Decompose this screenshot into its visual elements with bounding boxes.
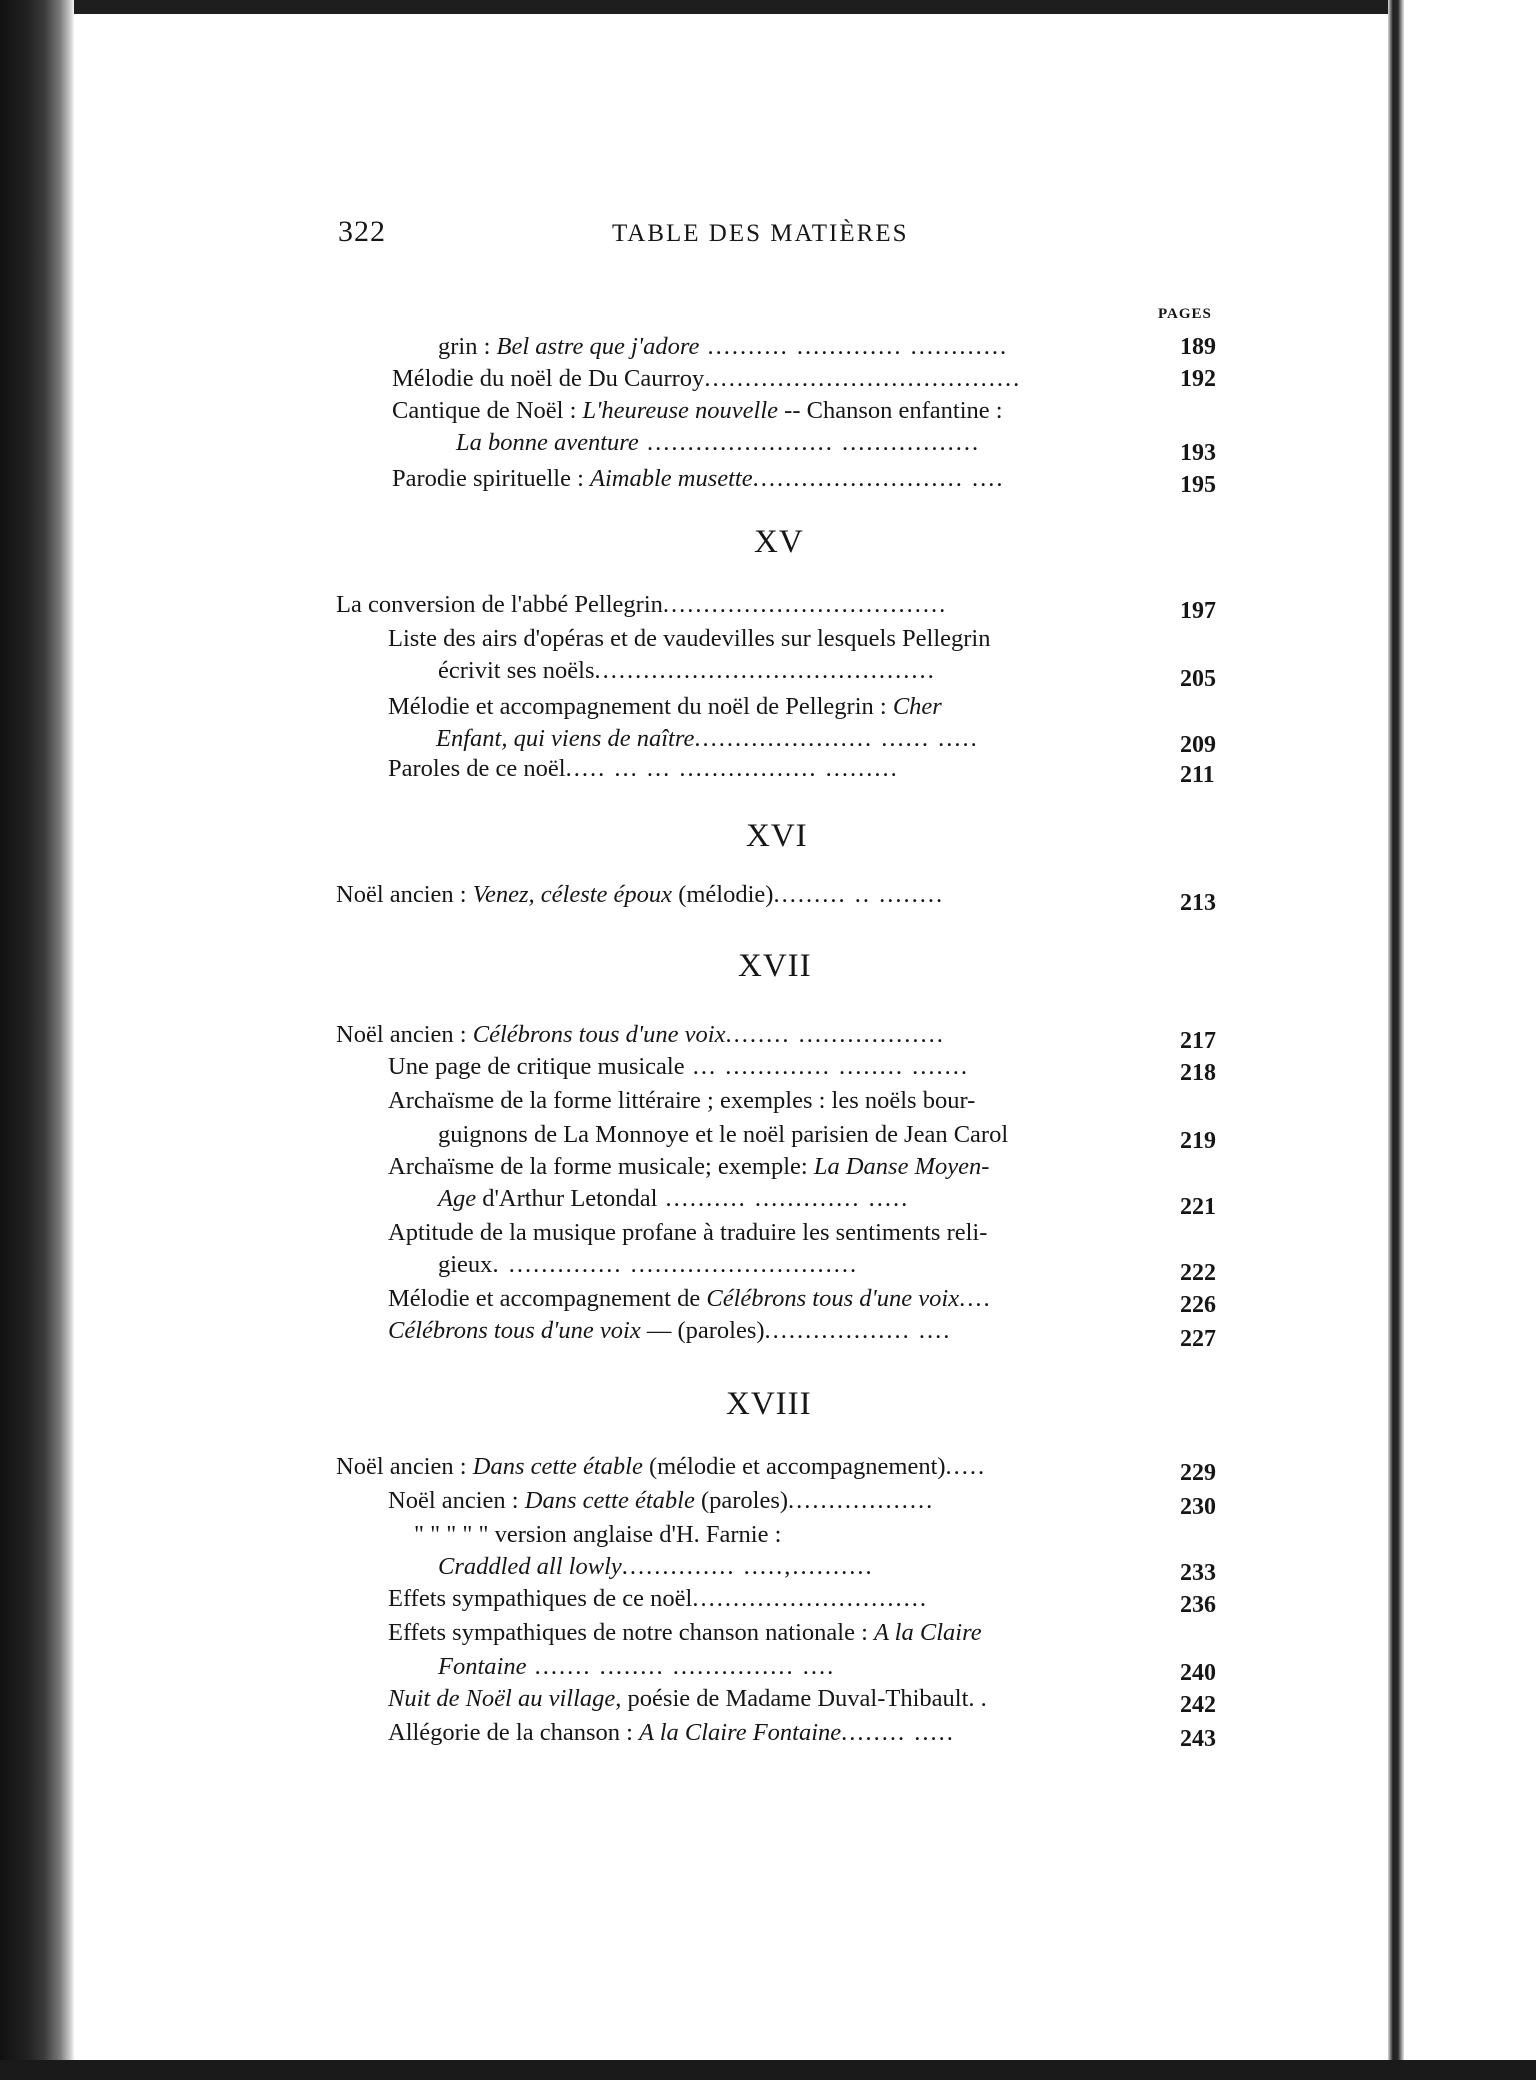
book-spine-shadow — [0, 0, 74, 2080]
toc-entry: La bonne aventure ....................... ................. — [456, 429, 981, 456]
toc-entry: guignons de La Monnoye et le noël parisien de Jean Carol — [438, 1121, 1009, 1148]
next-page-margin — [1404, 0, 1536, 2080]
toc-entry: Aptitude de la musique profane à traduire les sentiments reli- — [388, 1219, 988, 1246]
pages-column-label: PAGES — [1158, 306, 1212, 322]
toc-entry: Archaïsme de la forme littéraire ; exemples : les noëls bour- — [388, 1087, 976, 1114]
toc-page-ref: 233 — [1180, 1560, 1216, 1586]
toc-entry: Célébrons tous d'une voix — (paroles).................. .... — [388, 1317, 952, 1344]
page-right-edge — [1388, 0, 1404, 2080]
toc-entry: Noël ancien : Dans cette étable (paroles).................. — [388, 1487, 935, 1514]
toc-page-ref: 229 — [1180, 1460, 1216, 1486]
section-heading: XV — [754, 524, 804, 560]
page-number: 322 — [338, 215, 386, 248]
toc-page-ref: 189 — [1180, 334, 1216, 360]
toc-page-ref: 193 — [1180, 440, 1216, 466]
toc-entry: Enfant, qui viens de naître...................... ...... ..... — [436, 725, 979, 752]
toc-entry: Paroles de ce noël..... ... ... ................. ......... — [388, 755, 899, 782]
toc-page-ref: 221 — [1180, 1194, 1216, 1220]
toc-entry: Mélodie et accompagnement de Célébrons tous d'une voix.... — [388, 1285, 992, 1312]
toc-entry: Craddled all lowly.............. .....,.......... — [438, 1553, 874, 1580]
toc-page-ref: 197 — [1180, 598, 1216, 624]
toc-page-ref: 192 — [1180, 366, 1216, 392]
toc-entry: Parodie spirituelle : Aimable musette.......................... .... — [392, 465, 1005, 492]
toc-entry: Noël ancien : Dans cette étable (mélodie et accompagnement)..... — [336, 1453, 987, 1480]
toc-page-ref: 226 — [1180, 1292, 1216, 1318]
toc-page-ref: 213 — [1180, 890, 1216, 916]
toc-page-ref: 242 — [1180, 1692, 1216, 1718]
toc-entry: Nuit de Noël au village, poésie de Madame Duval-Thibault. . — [388, 1685, 987, 1712]
toc-entry: La conversion de l'abbé Pellegrin................................... — [336, 591, 948, 618]
toc-page-ref: 195 — [1180, 472, 1216, 498]
toc-page-ref: 227 — [1180, 1326, 1216, 1352]
toc-entry: " " " " " version anglaise d'H. Farnie : — [414, 1521, 782, 1548]
toc-entry: Noël ancien : Venez, céleste époux (mélodie)......... .. ........ — [336, 881, 945, 908]
toc-page-ref: 230 — [1180, 1494, 1216, 1520]
toc-entry: Liste des airs d'opéras et de vaudevilles sur lesquels Pellegrin — [388, 625, 991, 652]
toc-entry: écrivit ses noëls.......................................... — [438, 657, 936, 684]
toc-entry: gieux. .............. ............................ — [438, 1251, 859, 1278]
toc-page-ref: 222 — [1180, 1260, 1216, 1286]
toc-entry: Mélodie et accompagnement du noël de Pellegrin : Cher — [388, 693, 942, 720]
toc-page-ref: 240 — [1180, 1660, 1216, 1686]
toc-entry: Effets sympathiques de ce noël............................. — [388, 1585, 928, 1612]
section-heading: XVI — [746, 818, 808, 854]
toc-page-ref: 219 — [1180, 1128, 1216, 1154]
toc-page-ref: 209 — [1180, 732, 1216, 758]
toc-page-ref: 218 — [1180, 1060, 1216, 1086]
toc-entry: grin : Bel astre que j'adore .......... ............. ............ — [438, 333, 1009, 360]
toc-page-ref: 205 — [1180, 666, 1216, 692]
section-heading: XVII — [738, 948, 812, 984]
page-bottom-edge — [0, 2060, 1536, 2080]
toc-entry: Cantique de Noël : L'heureuse nouvelle -- Chanson enfantine : — [392, 397, 1003, 424]
toc-page-ref: 236 — [1180, 1592, 1216, 1618]
section-heading: XVIII — [726, 1386, 812, 1422]
page-top-edge — [0, 0, 1536, 14]
toc-entry: Noël ancien : Célébrons tous d'une voix........ .................. — [336, 1021, 945, 1048]
toc-entry: Age d'Arthur Letondal .......... ............. ..... — [438, 1185, 910, 1212]
toc-entry: Allégorie de la chanson : A la Claire Fontaine........ ..... — [388, 1719, 955, 1746]
toc-page-ref: 217 — [1180, 1028, 1216, 1054]
toc-entry: Mélodie du noël de Du Caurroy....................................... — [392, 365, 1022, 392]
running-title: TABLE DES MATIÈRES — [612, 220, 909, 247]
toc-page-ref: 243 — [1180, 1726, 1216, 1752]
toc-entry: Effets sympathiques de notre chanson nationale : A la Claire — [388, 1619, 982, 1646]
toc-entry: Archaïsme de la forme musicale; exemple: La Danse Moyen- — [388, 1153, 990, 1180]
toc-entry: Fontaine ....... ........ ............... .... — [438, 1653, 836, 1680]
toc-entry: Une page de critique musicale ... ............. ........ ....... — [388, 1053, 969, 1080]
toc-page-ref: 211 — [1180, 762, 1215, 788]
